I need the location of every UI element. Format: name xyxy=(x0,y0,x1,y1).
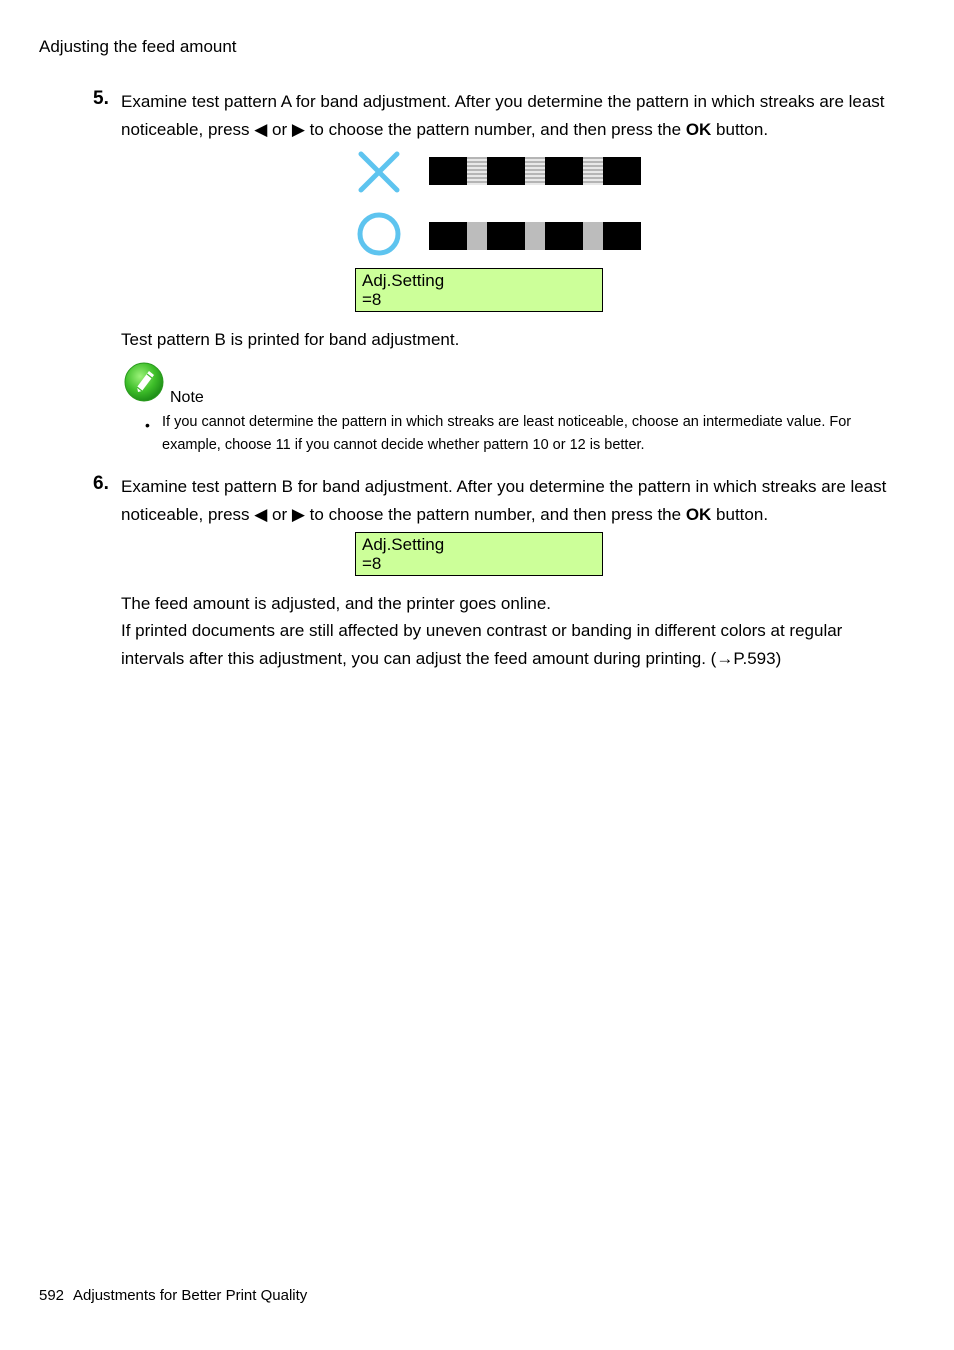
chapter-title: Adjustments for Better Print Quality xyxy=(73,1287,308,1304)
step-text-main: Examine test pattern B for band adjustment. After you determine the pattern in which streaks are least noticeable, press ◀ or ▶ to choose the pattern number, and then press the xyxy=(121,477,887,524)
step-text-end: button. xyxy=(711,504,769,524)
page-header-title: Adjusting the feed amount xyxy=(39,37,237,56)
pencil-note-icon xyxy=(124,362,166,404)
lcd-line-2: =8 xyxy=(362,290,382,309)
cross-mark-icon xyxy=(355,150,403,194)
step-number: 5. xyxy=(93,88,109,109)
step-number: 6. xyxy=(93,473,109,494)
lcd-line-2: =8 xyxy=(362,554,382,573)
step-instruction xyxy=(121,88,891,143)
ok-keyword: OK xyxy=(685,119,712,139)
step-instruction xyxy=(121,473,891,528)
streaked-pattern-strip xyxy=(429,157,641,185)
bullet-marker: • xyxy=(145,417,150,433)
page-number: 592 xyxy=(39,1287,65,1304)
step-text-main: Examine test pattern A for band adjustment. After you determine the pattern in which streaks are least noticeable, press ◀ or ▶ to choose the pattern number, and then press the xyxy=(121,92,885,139)
note-text: If you cannot determine the pattern in which streaks are least noticeable, choose an intermediate value. For example, choose 11 if you cannot decide whether pattern 10 or 12 is better. xyxy=(162,414,852,453)
lcd-display-panel xyxy=(355,268,603,312)
test-pattern-b-text: Test pattern B is printed for band adjustment. xyxy=(121,330,460,349)
lcd-line-1: Adj.Setting xyxy=(362,271,445,290)
still-affected-text: If printed documents are still affected by uneven contrast or banding in different colors at regular intervals after this adjustment, you can adjust the feed amount during printing. (→P.593) xyxy=(121,621,843,668)
band-pattern-illustration xyxy=(355,148,645,258)
even-pattern-strip xyxy=(429,222,641,250)
lcd-display-panel xyxy=(355,532,603,576)
circle-mark-icon xyxy=(355,210,403,258)
feed-adjusted-text: The feed amount is adjusted, and the printer goes online. xyxy=(121,594,552,613)
page-footer xyxy=(39,1287,307,1305)
ok-keyword: OK xyxy=(685,504,712,524)
note-label: Note xyxy=(170,389,204,406)
step-text-end: button. xyxy=(711,119,769,139)
lcd-line-1: Adj.Setting xyxy=(362,535,445,554)
